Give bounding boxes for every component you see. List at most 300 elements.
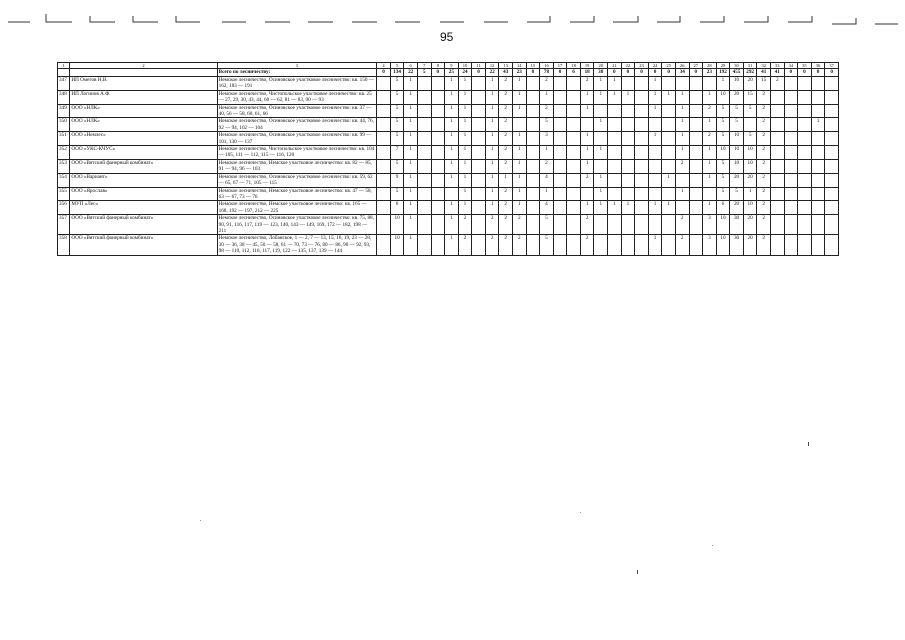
value-cell xyxy=(621,187,635,201)
value-cell: 2 xyxy=(580,235,594,255)
column-number: 9 xyxy=(445,63,459,69)
value-cell: 1 xyxy=(485,146,499,160)
value-cell xyxy=(798,104,812,118)
value-cell xyxy=(798,132,812,146)
value-cell xyxy=(825,90,839,104)
table-row xyxy=(58,132,839,146)
row-number: 348 xyxy=(58,90,70,104)
value-cell xyxy=(567,187,581,201)
value-cell xyxy=(662,104,676,118)
value-cell xyxy=(675,201,689,215)
value-cell xyxy=(567,235,581,255)
value-cell: 1 xyxy=(404,235,418,255)
tenant-name: ООО «Вятский фанерный комбинат» xyxy=(70,215,217,235)
value-cell xyxy=(825,201,839,215)
total-value: 0 xyxy=(553,69,567,77)
total-value: 5 xyxy=(417,69,431,77)
value-cell: 10 xyxy=(730,159,744,173)
value-cell: 2 xyxy=(757,173,771,187)
value-cell: 1 xyxy=(485,132,499,146)
value-cell: 1 xyxy=(485,118,499,132)
value-cell: 10 xyxy=(730,77,744,91)
value-cell: 15 xyxy=(743,90,757,104)
value-cell: 2 xyxy=(499,104,513,118)
value-cell xyxy=(784,77,798,91)
value-cell: 1 xyxy=(513,187,527,201)
row-number: 350 xyxy=(58,118,70,132)
value-cell: 1 xyxy=(703,201,717,215)
total-row-label: Всего по лесничеству: xyxy=(217,69,377,77)
value-cell xyxy=(608,173,622,187)
page-number: 95 xyxy=(440,30,454,44)
value-cell xyxy=(472,132,486,146)
value-cell xyxy=(635,118,649,132)
total-value: 0 xyxy=(635,69,649,77)
total-value: 22 xyxy=(404,69,418,77)
column-number: 12 xyxy=(485,63,499,69)
value-cell xyxy=(567,159,581,173)
value-cell: 5 xyxy=(390,159,404,173)
value-cell: 2 xyxy=(485,215,499,235)
value-cell: 2 xyxy=(757,187,771,201)
value-cell xyxy=(567,132,581,146)
value-cell: 20 xyxy=(743,215,757,235)
column-number: 23 xyxy=(635,63,649,69)
value-cell xyxy=(798,173,812,187)
value-cell xyxy=(417,187,431,201)
value-cell: 1 xyxy=(513,77,527,91)
value-cell xyxy=(553,215,567,235)
column-number: 4 xyxy=(377,63,391,69)
value-cell xyxy=(825,235,839,255)
value-cell xyxy=(567,173,581,187)
value-cell xyxy=(431,132,445,146)
tenant-name: ООО «УКС-КЧУС» xyxy=(70,146,217,160)
value-cell xyxy=(513,118,527,132)
value-cell: 1 xyxy=(445,215,459,235)
value-cell xyxy=(567,90,581,104)
value-cell xyxy=(526,159,540,173)
column-number: 1 xyxy=(58,63,70,69)
value-cell: 2 xyxy=(499,201,513,215)
table-row xyxy=(58,159,839,173)
value-cell: 1 xyxy=(662,201,676,215)
total-value: 192 xyxy=(716,69,730,77)
value-cell xyxy=(770,104,784,118)
value-cell: 2 xyxy=(703,104,717,118)
table-row xyxy=(58,118,839,132)
value-cell xyxy=(825,215,839,235)
value-cell xyxy=(472,118,486,132)
column-number: 26 xyxy=(675,63,689,69)
value-cell xyxy=(553,187,567,201)
value-cell xyxy=(526,104,540,118)
value-cell: 9 xyxy=(390,173,404,187)
value-cell xyxy=(825,159,839,173)
value-cell xyxy=(526,77,540,91)
value-cell: 2 xyxy=(757,118,771,132)
column-number: 33 xyxy=(770,63,784,69)
value-cell: 1 xyxy=(608,90,622,104)
value-cell: 2 xyxy=(580,215,594,235)
tenant-name: ООО «Вятский фанерный комбинат» xyxy=(70,159,217,173)
value-cell xyxy=(567,104,581,118)
column-number: 32 xyxy=(757,63,771,69)
value-cell xyxy=(784,104,798,118)
value-cell: 1 xyxy=(445,132,459,146)
row-number: 355 xyxy=(58,187,70,201)
value-cell xyxy=(811,187,825,201)
value-cell xyxy=(770,201,784,215)
value-cell: 2 xyxy=(757,201,771,215)
value-cell: 30 xyxy=(730,215,744,235)
value-cell xyxy=(635,215,649,235)
total-row-number xyxy=(58,69,70,77)
value-cell: 1 xyxy=(485,90,499,104)
location-description: Немское лесничество, Осиновское участковое лесничество: кв. 37 — 40, 56 — 58, 60, 61, 66 xyxy=(217,104,377,118)
scan-speck xyxy=(808,442,809,446)
table-row xyxy=(58,187,839,201)
value-cell: 2 xyxy=(757,146,771,160)
location-description: Немское лесничество, Чистопольское участковое лесничество: кв. 104 — 105, 111 — 112, 115 — 116, 120 xyxy=(217,146,377,160)
value-cell: 1 xyxy=(703,118,717,132)
total-value: 0 xyxy=(811,69,825,77)
total-value: 43 xyxy=(499,69,513,77)
value-cell: 2 xyxy=(540,77,554,91)
total-value: 23 xyxy=(513,69,527,77)
total-value: 41 xyxy=(757,69,771,77)
total-value: 0 xyxy=(431,69,445,77)
value-cell xyxy=(770,187,784,201)
column-number: 14 xyxy=(513,63,527,69)
value-cell xyxy=(580,118,594,132)
value-cell: 1 xyxy=(703,146,717,160)
tenant-name: МУП «Лес» xyxy=(70,201,217,215)
value-cell: 2 xyxy=(485,235,499,255)
value-cell: 1 xyxy=(648,235,662,255)
value-cell: 1 xyxy=(404,77,418,91)
value-cell xyxy=(662,235,676,255)
value-cell xyxy=(784,118,798,132)
value-cell: 5 xyxy=(743,104,757,118)
value-cell xyxy=(621,146,635,160)
value-cell xyxy=(377,187,391,201)
value-cell xyxy=(377,159,391,173)
column-number: 7 xyxy=(417,63,431,69)
tenant-name: ИП Омегов Н.В. xyxy=(70,77,217,91)
column-number: 13 xyxy=(499,63,513,69)
value-cell xyxy=(608,146,622,160)
value-cell xyxy=(472,146,486,160)
value-cell: 5 xyxy=(716,118,730,132)
value-cell: 2 xyxy=(757,215,771,235)
total-value: 38 xyxy=(594,69,608,77)
value-cell xyxy=(553,235,567,255)
value-cell: 10 xyxy=(390,235,404,255)
value-cell: 1 xyxy=(458,104,472,118)
value-cell: 10 xyxy=(743,159,757,173)
value-cell: 1 xyxy=(445,146,459,160)
value-cell: 1 xyxy=(675,146,689,160)
value-cell xyxy=(431,77,445,91)
column-number: 29 xyxy=(716,63,730,69)
value-cell: 5 xyxy=(716,104,730,118)
value-cell xyxy=(784,159,798,173)
value-cell xyxy=(770,132,784,146)
value-cell xyxy=(621,159,635,173)
value-cell: 1 xyxy=(675,104,689,118)
table-row xyxy=(58,77,839,91)
scan-speck xyxy=(580,512,581,513)
value-cell xyxy=(417,118,431,132)
value-cell: 10 xyxy=(730,132,744,146)
value-cell xyxy=(431,146,445,160)
value-cell xyxy=(553,104,567,118)
value-cell: 2 xyxy=(499,159,513,173)
value-cell xyxy=(648,215,662,235)
value-cell: 1 xyxy=(499,173,513,187)
value-cell xyxy=(662,215,676,235)
value-cell xyxy=(811,173,825,187)
row-number: 357 xyxy=(58,215,70,235)
total-value: 0 xyxy=(825,69,839,77)
value-cell: 10 xyxy=(716,146,730,160)
value-cell xyxy=(635,132,649,146)
value-cell: 2 xyxy=(499,215,513,235)
value-cell xyxy=(431,201,445,215)
value-cell: 5 xyxy=(540,215,554,235)
value-cell: 1 xyxy=(580,132,594,146)
total-value: 0 xyxy=(798,69,812,77)
value-cell: 2 xyxy=(458,215,472,235)
value-cell xyxy=(567,146,581,160)
value-cell xyxy=(417,215,431,235)
value-cell xyxy=(472,77,486,91)
value-cell xyxy=(798,187,812,201)
column-number: 24 xyxy=(648,63,662,69)
value-cell xyxy=(526,146,540,160)
value-cell: 2 xyxy=(675,159,689,173)
value-cell xyxy=(377,173,391,187)
column-number: 37 xyxy=(825,63,839,69)
value-cell: 2 xyxy=(513,215,527,235)
value-cell: 1 xyxy=(445,90,459,104)
value-cell: 1 xyxy=(458,132,472,146)
value-cell xyxy=(648,187,662,201)
value-cell xyxy=(811,77,825,91)
column-number: 20 xyxy=(594,63,608,69)
value-cell: 2 xyxy=(757,159,771,173)
column-number: 10 xyxy=(458,63,472,69)
total-value: 23 xyxy=(703,69,717,77)
column-number: 8 xyxy=(431,63,445,69)
total-value: 18 xyxy=(580,69,594,77)
value-cell: 1 xyxy=(513,173,527,187)
value-cell xyxy=(784,235,798,255)
value-cell xyxy=(594,215,608,235)
value-cell: 1 xyxy=(743,187,757,201)
row-number: 353 xyxy=(58,159,70,173)
value-cell: 20 xyxy=(730,90,744,104)
value-cell xyxy=(662,77,676,91)
value-cell xyxy=(689,90,703,104)
value-cell: 10 xyxy=(390,215,404,235)
value-cell xyxy=(798,159,812,173)
value-cell xyxy=(635,187,649,201)
total-value: 292 xyxy=(743,69,757,77)
value-cell: 1 xyxy=(404,187,418,201)
value-cell: 1 xyxy=(445,235,459,255)
value-cell: 1 xyxy=(458,146,472,160)
value-cell: 2 xyxy=(757,90,771,104)
value-cell: 7 xyxy=(390,146,404,160)
value-cell xyxy=(784,201,798,215)
value-cell xyxy=(798,215,812,235)
value-cell xyxy=(784,90,798,104)
value-cell: 2 xyxy=(499,90,513,104)
column-number: 2 xyxy=(70,63,217,69)
value-cell xyxy=(472,159,486,173)
value-cell xyxy=(594,132,608,146)
value-cell: 2 xyxy=(499,187,513,201)
value-cell: 1 xyxy=(485,173,499,187)
value-cell xyxy=(635,173,649,187)
value-cell: 2 xyxy=(580,77,594,91)
scan-speck xyxy=(637,570,638,574)
column-number: 28 xyxy=(703,63,717,69)
value-cell: 2 xyxy=(675,215,689,235)
value-cell xyxy=(662,146,676,160)
value-cell: 1 xyxy=(648,201,662,215)
value-cell xyxy=(635,90,649,104)
value-cell: 5 xyxy=(716,132,730,146)
value-cell: 5 xyxy=(540,118,554,132)
value-cell: 2 xyxy=(757,104,771,118)
value-cell xyxy=(608,104,622,118)
value-cell: 2 xyxy=(458,235,472,255)
value-cell xyxy=(689,201,703,215)
value-cell xyxy=(417,235,431,255)
tenant-name: ООО «Вятский фанерный комбинат» xyxy=(70,235,217,255)
value-cell: 1 xyxy=(458,77,472,91)
value-cell: 20 xyxy=(743,77,757,91)
value-cell xyxy=(567,201,581,215)
table-row xyxy=(58,201,839,215)
value-cell: 1 xyxy=(445,201,459,215)
value-cell xyxy=(553,173,567,187)
tenant-name: ООО «НЛК» xyxy=(70,118,217,132)
value-cell xyxy=(567,215,581,235)
value-cell xyxy=(635,201,649,215)
value-cell: 5 xyxy=(390,77,404,91)
value-cell xyxy=(621,132,635,146)
value-cell xyxy=(526,215,540,235)
value-cell: 2 xyxy=(499,146,513,160)
value-cell: 1 xyxy=(458,187,472,201)
value-cell xyxy=(798,90,812,104)
table-row xyxy=(58,235,839,255)
value-cell xyxy=(608,132,622,146)
value-cell xyxy=(689,235,703,255)
value-cell xyxy=(825,173,839,187)
value-cell xyxy=(608,187,622,201)
column-number: 17 xyxy=(553,63,567,69)
value-cell xyxy=(417,90,431,104)
total-value: 0 xyxy=(377,69,391,77)
value-cell: 1 xyxy=(485,201,499,215)
value-cell: 2 xyxy=(499,132,513,146)
value-cell xyxy=(798,235,812,255)
value-cell xyxy=(526,173,540,187)
value-cell: 1 xyxy=(445,173,459,187)
value-cell xyxy=(377,90,391,104)
value-cell xyxy=(417,173,431,187)
value-cell: 1 xyxy=(648,90,662,104)
value-cell: 2 xyxy=(513,235,527,255)
value-cell: 2 xyxy=(499,118,513,132)
value-cell xyxy=(621,104,635,118)
value-cell xyxy=(567,118,581,132)
value-cell: 5 xyxy=(716,187,730,201)
column-number: 5 xyxy=(390,63,404,69)
value-cell: 1 xyxy=(594,90,608,104)
value-cell: 2 xyxy=(580,173,594,187)
value-cell xyxy=(689,173,703,187)
value-cell: 1 xyxy=(404,201,418,215)
value-cell xyxy=(472,235,486,255)
value-cell xyxy=(798,146,812,160)
value-cell xyxy=(811,146,825,160)
value-cell: 1 xyxy=(513,201,527,215)
value-cell xyxy=(689,132,703,146)
value-cell: 6 xyxy=(716,201,730,215)
column-number: 21 xyxy=(608,63,622,69)
value-cell xyxy=(825,146,839,160)
value-cell: 2 xyxy=(703,132,717,146)
value-cell xyxy=(594,235,608,255)
value-cell: 1 xyxy=(485,77,499,91)
value-cell xyxy=(431,159,445,173)
table-row xyxy=(58,173,839,187)
column-number: 22 xyxy=(621,63,635,69)
total-value: 0 xyxy=(689,69,703,77)
value-cell xyxy=(472,90,486,104)
value-cell xyxy=(608,159,622,173)
tenant-name: ООО «Вариант» xyxy=(70,173,217,187)
value-cell xyxy=(417,77,431,91)
column-number: 6 xyxy=(404,63,418,69)
value-cell: 3 xyxy=(540,132,554,146)
value-cell xyxy=(662,187,676,201)
value-cell xyxy=(689,146,703,160)
total-value: 25 xyxy=(445,69,459,77)
value-cell: 1 xyxy=(811,118,825,132)
value-cell: 1 xyxy=(445,104,459,118)
value-cell: 30 xyxy=(730,235,744,255)
value-cell: 1 xyxy=(621,201,635,215)
value-cell xyxy=(553,118,567,132)
value-cell xyxy=(662,118,676,132)
value-cell: 1 xyxy=(703,90,717,104)
column-number: 31 xyxy=(743,63,757,69)
value-cell: 1 xyxy=(404,118,418,132)
value-cell xyxy=(784,132,798,146)
total-value: 0 xyxy=(621,69,635,77)
value-cell xyxy=(567,77,581,91)
column-number: 25 xyxy=(662,63,676,69)
value-cell xyxy=(825,187,839,201)
value-cell: 5 xyxy=(743,132,757,146)
